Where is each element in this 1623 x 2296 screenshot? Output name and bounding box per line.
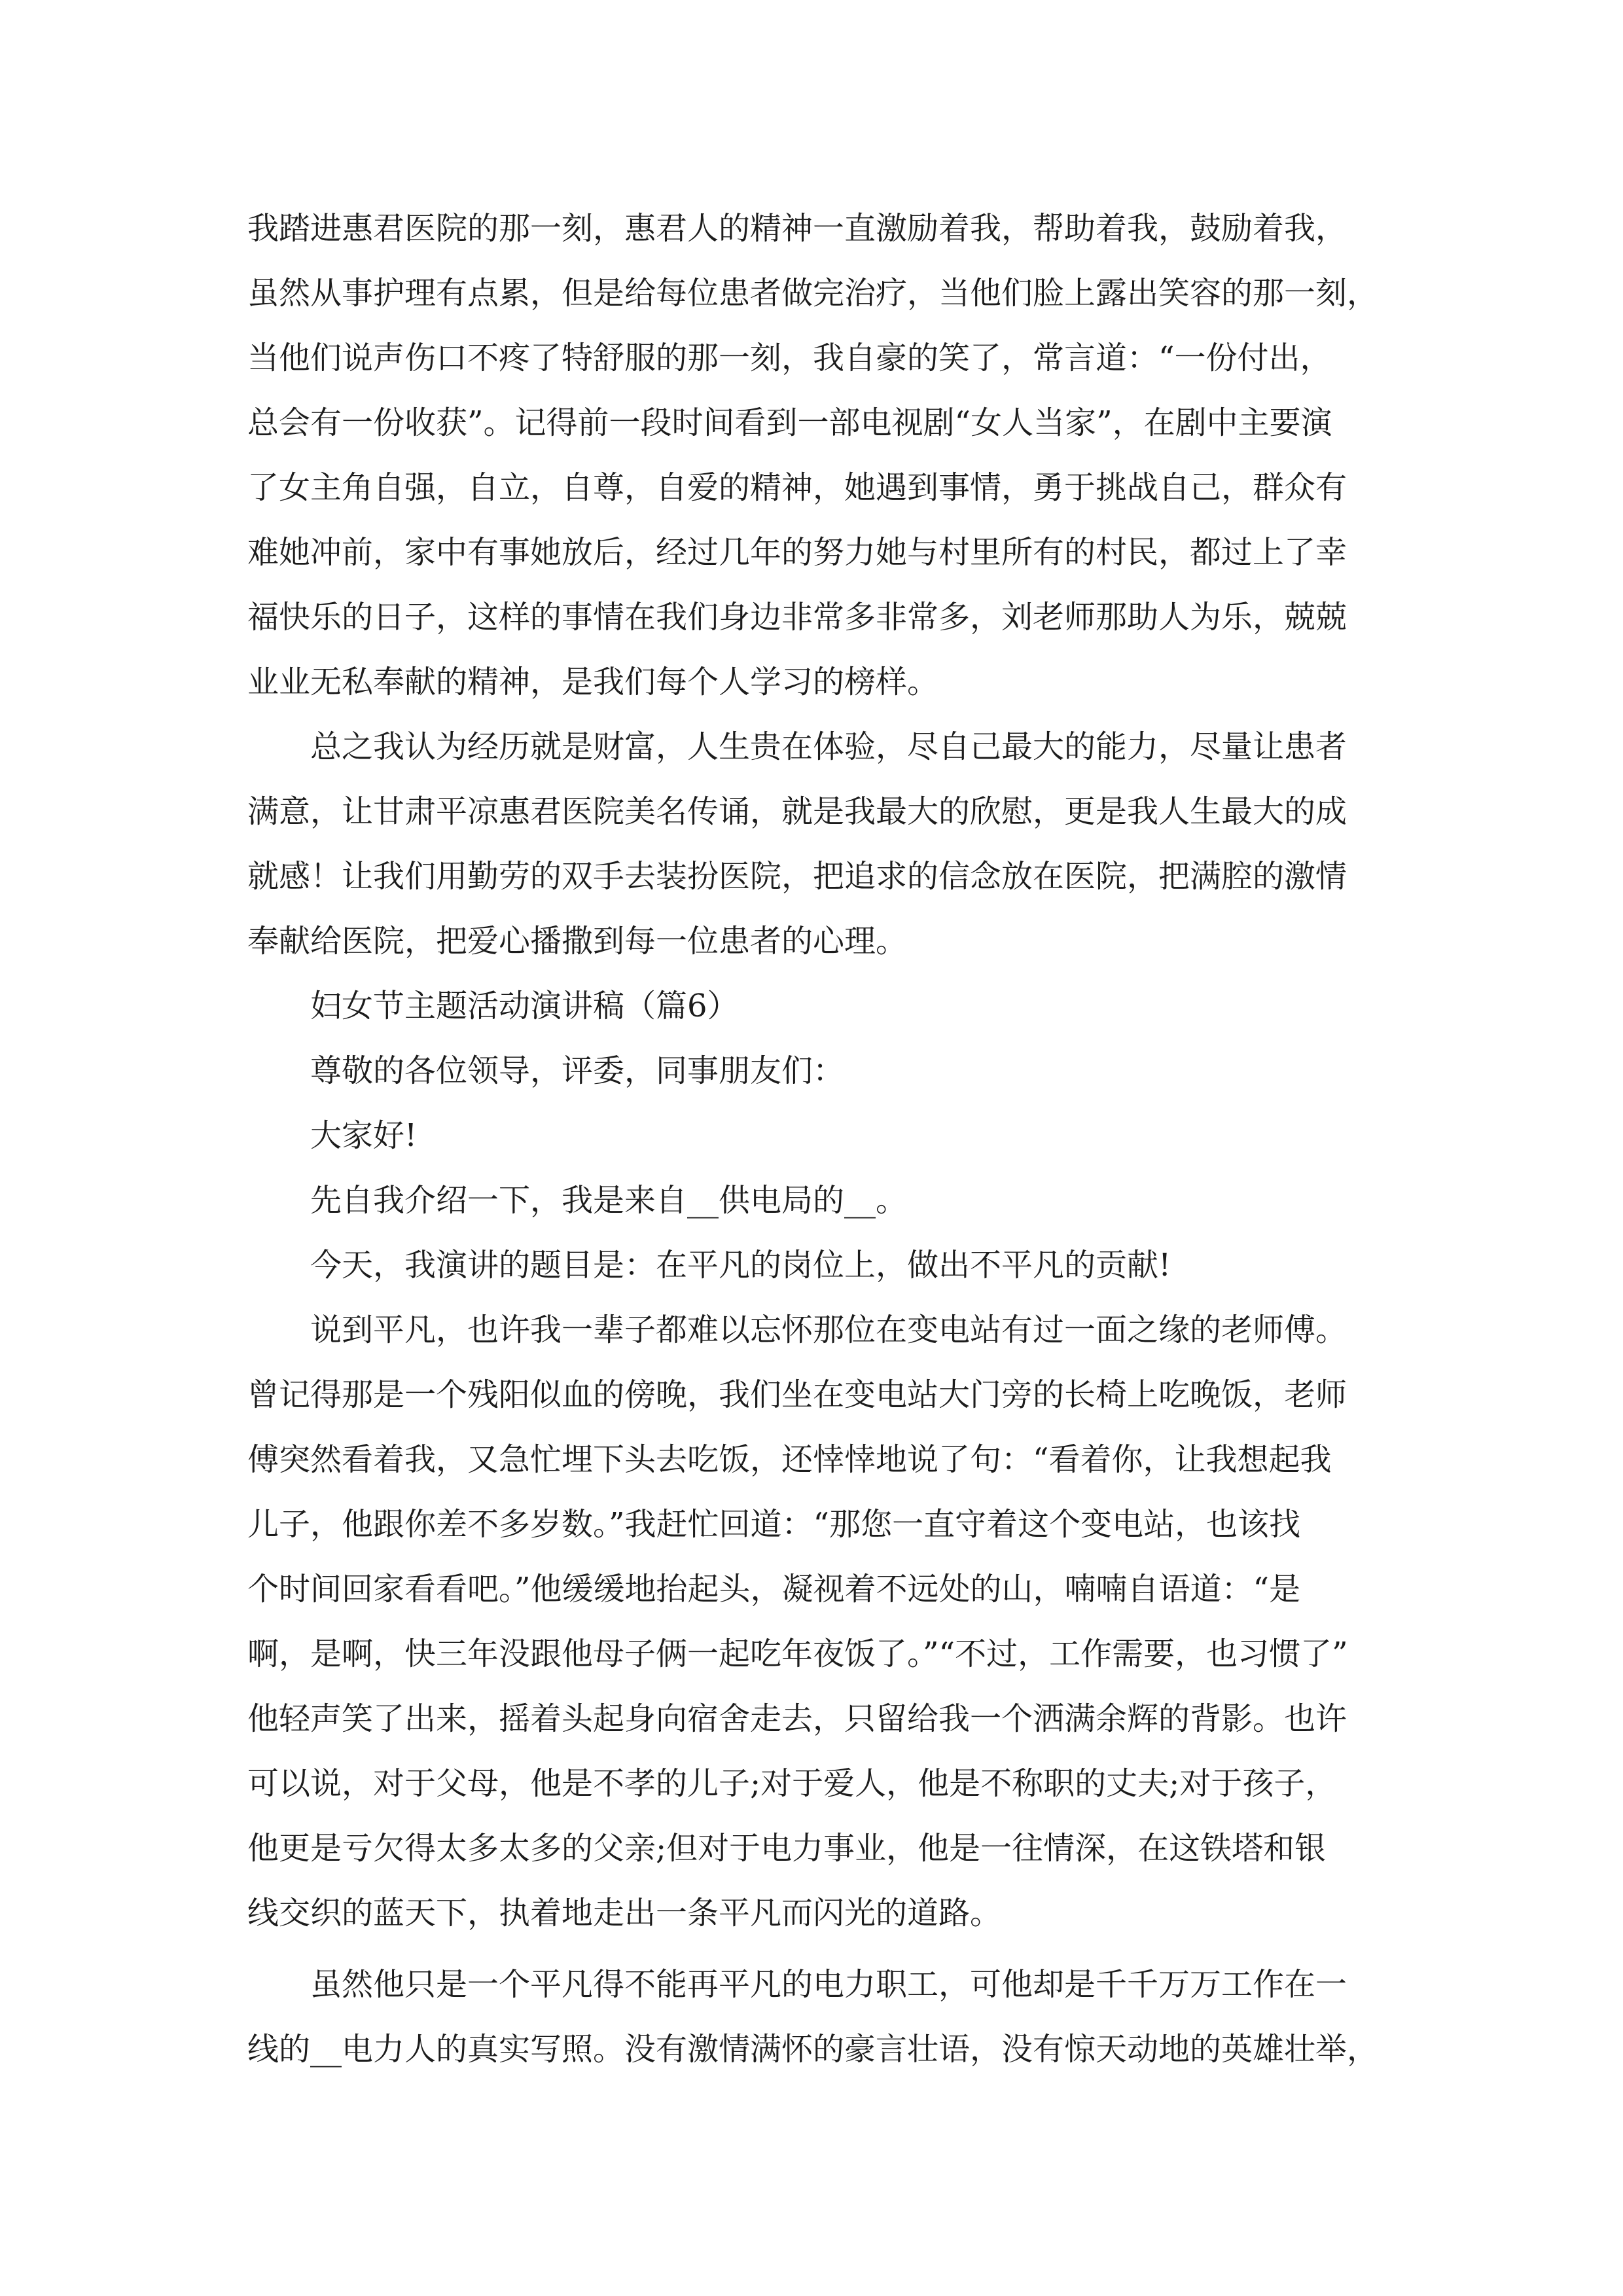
- text-line: 他轻声笑了出来，摇着头起身向宿舍走去，只留给我一个洒满余辉的背影。也许: [247, 1700, 1347, 1737]
- text-line: 可以说，对于父母，他是不孝的儿子;对于爱人，他是不称职的丈夫;对于孩子，: [247, 1765, 1337, 1802]
- text-line: 尊敬的各位领导，评委，同事朋友们：: [310, 1052, 845, 1089]
- text-line: 我踏进惠君医院的那一刻，惠君人的精神一直激励着我，帮助着我，鼓励着我，: [247, 210, 1347, 247]
- text-line: 儿子，他跟你差不多岁数。”我赶忙回道：“那您一直守着这个变电站，也该找: [247, 1506, 1301, 1543]
- paragraph: [247, 1103, 1386, 1168]
- paragraph: [247, 1952, 1386, 2082]
- section-heading: [247, 974, 1386, 1039]
- text-line: 了女主角自强，自立，自尊，自爱的精神，她遇到事情，勇于挑战自己，群众有: [247, 469, 1347, 506]
- heading-text: 妇女节主题活动演讲稿（篇6）: [310, 988, 739, 1024]
- text-line: 总之我认为经历就是财富，人生贵在体验，尽自己最大的能力，尽量让患者: [310, 728, 1347, 765]
- text-line: 当他们说声伤口不疼了特舒服的那一刻，我自豪的笑了，常言道：“一份付出，: [247, 340, 1332, 376]
- text-line: 业业无私奉献的精神，是我们每个人学习的榜样。: [247, 664, 939, 700]
- text-line: 线交织的蓝天下，执着地走出一条平凡而闪光的道路。: [247, 1895, 1002, 1931]
- text-line: 总会有一份收获”。记得前一段时间看到一部电视剧“女人当家”，在剧中主要演: [247, 404, 1332, 441]
- text-line: 大家好!: [310, 1117, 418, 1154]
- text-line: 就感！让我们用勤劳的双手去装扮医院，把追求的信念放在医院，把满腔的激情: [247, 858, 1347, 895]
- text-line: 傅突然看着我，又急忙埋下头去吃饭，还悻悻地说了句：“看着你，让我想起我: [247, 1441, 1332, 1478]
- text-line: 虽然他只是一个平凡得不能再平凡的电力职工，可他却是千千万万工作在一: [310, 1966, 1347, 2003]
- paragraph: [247, 1233, 1386, 1298]
- paragraph: [247, 715, 1386, 974]
- text-line: 福快乐的日子，这样的事情在我们身边非常多非常多，刘老师那助人为乐，兢兢: [247, 599, 1347, 636]
- text-line: 啊，是啊，快三年没跟他母子俩一起吃年夜饭了。”“不过，工作需要，也习惯了”: [247, 1636, 1348, 1672]
- text-line: 线的__电力人的真实写照。没有激情满怀的豪言壮语，没有惊天动地的英雄壮举，: [247, 2031, 1379, 2068]
- body-text: [247, 196, 1386, 2082]
- text-line: 曾记得那是一个残阳似血的傍晚，我们坐在变电站大门旁的长椅上吃晚饭，老师: [247, 1376, 1347, 1413]
- paragraph: [247, 1168, 1386, 1233]
- paragraph: [247, 1298, 1386, 1946]
- text-line: 满意，让甘肃平凉惠君医院美名传诵，就是我最大的欣慰，更是我人生最大的成: [247, 793, 1347, 830]
- paragraph: [247, 196, 1386, 715]
- text-line: 说到平凡，也许我一辈子都难以忘怀那位在变电站有过一面之缘的老师傅。: [310, 1312, 1347, 1348]
- text-line: 难她冲前，家中有事她放后，经过几年的努力她与村里所有的村民，都过上了幸: [247, 534, 1347, 571]
- text-line: 他更是亏欠得太多太多的父亲;但对于电力事业，他是一往情深，在这铁塔和银: [247, 1830, 1327, 1867]
- text-line: 个时间回家看看吧。”他缓缓地抬起头，凝视着不远处的山，喃喃自语道：“是: [247, 1571, 1301, 1607]
- text-line: 今天，我演讲的题目是：在平凡的岗位上，做出不平凡的贡献!: [310, 1247, 1171, 1283]
- text-line: 奉献给医院，把爱心播撒到每一位患者的心理。: [247, 923, 908, 960]
- text-line: 先自我介绍一下，我是来自__供电局的__。: [310, 1182, 908, 1219]
- text-line: 虽然从事护理有点累，但是给每位患者做完治疗，当他们脸上露出笑容的那一刻，: [247, 275, 1379, 312]
- paragraph: [247, 1039, 1386, 1103]
